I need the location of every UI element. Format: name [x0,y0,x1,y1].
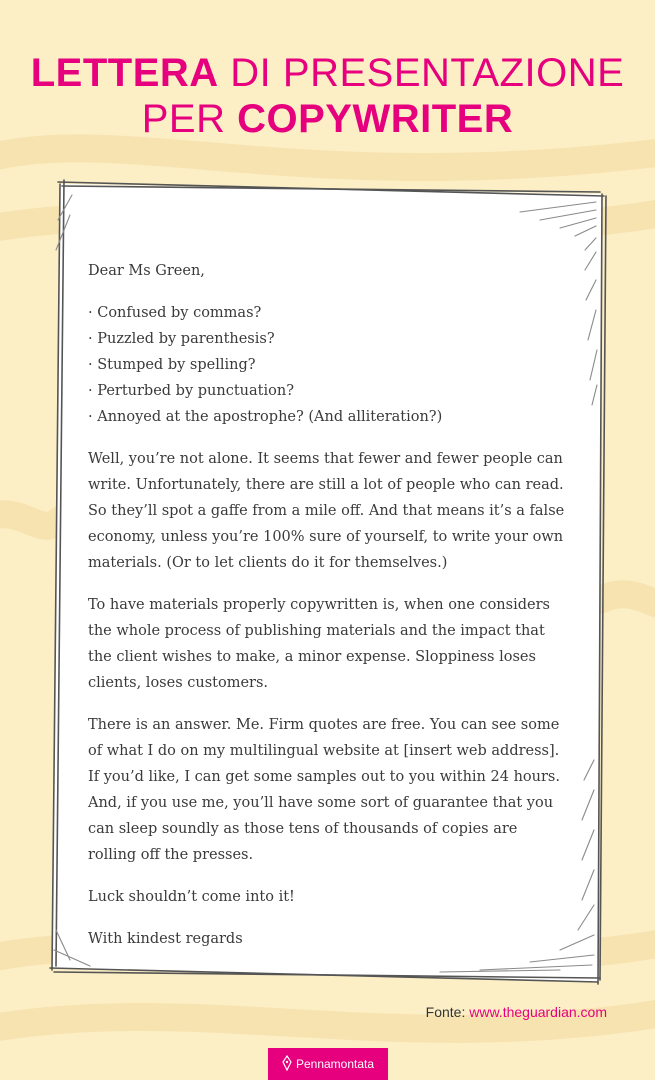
title-bold-word-2: COPYWRITER [237,97,514,141]
letter-paragraph: Luck shouldn’t come into it! [88,889,295,905]
source-link[interactable]: www.theguardian.com [469,1004,607,1020]
list-item: · Confused by commas? [88,300,568,326]
cover-letter [88,258,568,968]
source-credit [426,1004,607,1020]
source-label: Fonte: [425,1004,470,1020]
logo-text: Pennamontata [295,1057,375,1071]
pen-nib-icon [282,1055,292,1074]
title-rest-1: DI PRESENTAZIONE [218,51,625,95]
list-item: · Stumped by spelling? [88,352,568,378]
letter-bullet-list [88,300,568,430]
list-item: · Perturbed by punctuation? [88,378,568,404]
letter-greeting: Dear Ms Green, [88,263,205,279]
title-rest-2: PER [141,97,238,141]
letter-paragraph: There is an answer. Me. Firm quotes are free. You can see some of what I do on my multilingual website at [insert web address]. If you’d like, I can get some samples out to you within 24 hours. And, if you use me, you’ll have some sort of guarantee that you can sleep soundly as those tens of thousands of copies are rolling off the presses. [88,717,560,863]
title-bold-word-1: LETTERA [30,51,219,95]
list-item: · Puzzled by parenthesis? [88,326,568,352]
letter-paragraph: To have materials properly copywritten is, when one considers the whole process of publishing materials and the impact that the client wishes to make, a minor expense. Sloppiness loses clients, loses customers. [88,597,550,691]
brand-logo[interactable] [268,1048,388,1080]
list-item: · Annoyed at the apostrophe? (And alliteration?) [88,404,568,430]
letter-closing: With kindest regards [88,931,243,947]
letter-paragraph: Well, you’re not alone. It seems that fewer and fewer people can write. Unfortunately, there are still a lot of people who can read. So they’ll spot a gaffe from a mile off. And that means it’s a false economy, unless you’re 100% sure of yourself, to write your own materials. (Or to let clients do it for themselves.) [88,451,565,571]
